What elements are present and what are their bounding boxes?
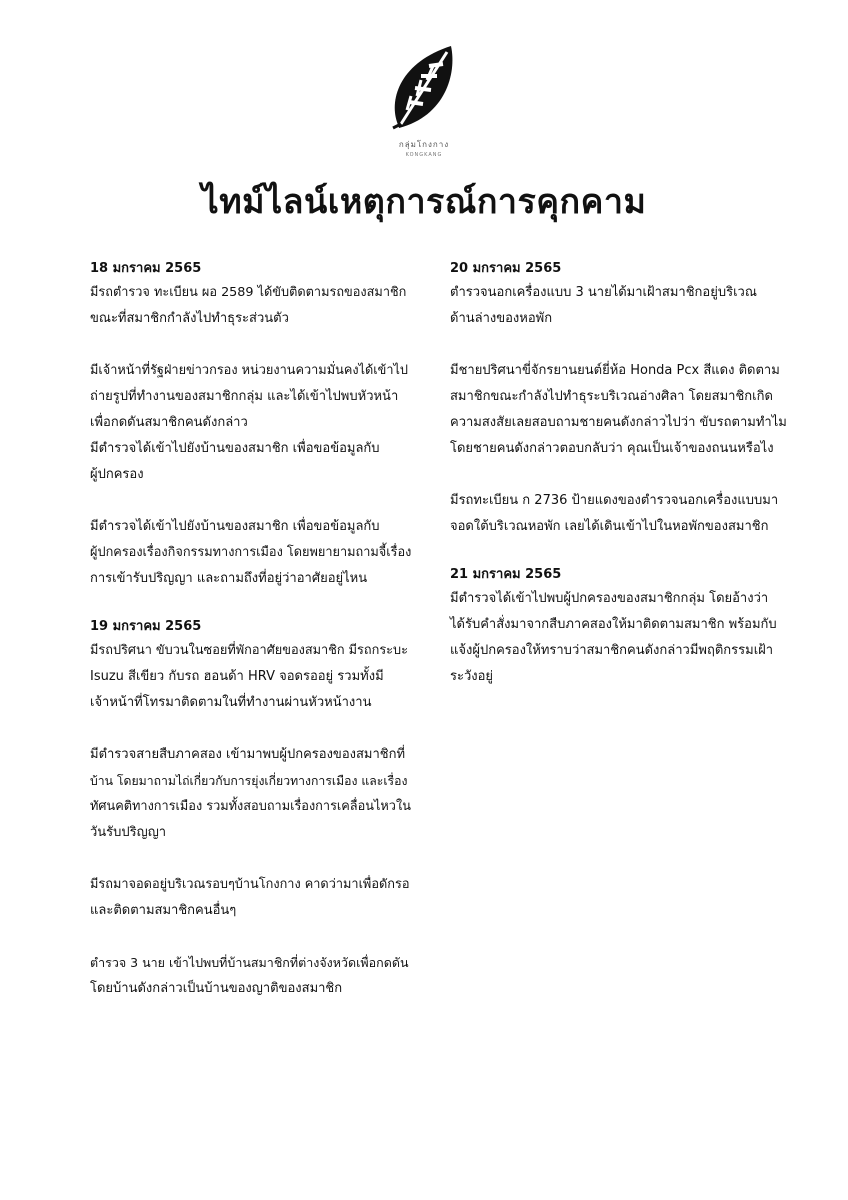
- timeline-entry: [90, 514, 410, 592]
- entry-line: ได้รับคำสั่งมาจากสืบภาคสองให้มาติดตามสมาชิก พร้อมกับ: [450, 617, 777, 632]
- timeline-date: 18 มกราคม 2565: [90, 261, 202, 276]
- entry-line: และติดตามสมาชิกคนอื่นๆ: [90, 903, 237, 918]
- entry-line: จอดใต้บริเวณหอพัก เลยได้เดินเข้าไปในหอพักของสมาชิก: [450, 519, 769, 534]
- timeline-day: [90, 616, 410, 1002]
- entry-line: โดยบ้านดังกล่าวเป็นบ้านของญาติของสมาชิก: [90, 981, 343, 996]
- entry-line: ขณะที่สมาชิกกำลังไปทำธุระส่วนตัว: [90, 311, 289, 326]
- logo-subcaption: KONGKANG: [405, 152, 443, 158]
- entry-line: สมาชิกขณะกำลังไปทำธุระบริเวณอ่างศิลา โดยสมาชิกเกิด: [450, 389, 773, 404]
- timeline-entry: [90, 742, 410, 846]
- timeline-entry: [90, 280, 410, 332]
- entry-line: เจ้าหน้าที่โทรมาติดตามในที่ทำงานผ่านหัวหน้างาน: [90, 695, 372, 710]
- timeline-entry: [90, 872, 410, 924]
- timeline-entry: [450, 280, 790, 332]
- entry-line: ตำรวจ 3 นาย เข้าไปพบที่บ้านสมาชิกที่ต่างจังหวัดเพื่อกดดัน: [90, 955, 409, 970]
- entry-line: ตำรวจนอกเครื่องแบบ 3 นายได้มาเฝ้าสมาชิกอยู่บริเวณ: [450, 285, 757, 300]
- mangrove-leaf-logo-icon: [387, 40, 461, 136]
- timeline-date: 19 มกราคม 2565: [90, 619, 202, 634]
- entry-line: ผู้ปกครอง: [90, 467, 144, 482]
- entry-line: วันรับปริญญา: [90, 825, 167, 840]
- entry-line: ด้านล่างของหอพัก: [450, 311, 553, 326]
- entry-line: มีรถทะเบียน ก 2736 ป้ายแดงของตำรวจนอกเครื่องแบบมา: [450, 493, 779, 508]
- timeline-day: [450, 564, 790, 690]
- entry-line: มีตำรวจสายสืบภาคสอง เข้ามาพบผู้ปกครองของสมาชิกที่: [90, 747, 406, 762]
- right-column: [450, 258, 790, 690]
- entry-line: มีเจ้าหน้าที่รัฐฝ่ายข่าวกรอง หน่วยงานความมั่นคงได้เข้าไป: [90, 363, 409, 378]
- entry-line: มีรถตำรวจ ทะเบียน ผอ 2589 ได้ขับติดตามรถของสมาชิก: [90, 285, 407, 300]
- timeline-entry: [450, 488, 790, 540]
- entry-line: เพื่อกดดันสมาชิกคนดังกล่าว: [90, 415, 248, 430]
- entry-line: โดยชายคนดังกล่าวตอบกลับว่า คุณเป็นเจ้าของถนนหรือไง: [450, 441, 774, 456]
- timeline-entry: [450, 586, 790, 690]
- page-title: ไทม์ไลน์เหตุการณ์การคุกคาม: [201, 182, 647, 222]
- entry-line: ถ่ายรูปที่ทำงานของสมาชิกกลุ่ม และได้เข้าไปพบหัวหน้า: [90, 389, 399, 404]
- entry-line: มีรถปริศนา ขับวนในซอยที่พักอาศัยของสมาชิก มีรถกระบะ: [90, 643, 408, 658]
- group-logo: [376, 40, 472, 160]
- entry-line: มีชายปริศนาขี่จักรยานยนต์ยี่ห้อ Honda Pcx สีแดง ติดตาม: [450, 363, 780, 378]
- timeline-entry: [450, 358, 790, 462]
- entry-line: แจ้งผู้ปกครองให้ทราบว่าสมาชิกคนดังกล่าวมีพฤติกรรมเฝ้า: [450, 643, 774, 658]
- entry-line: มีตำรวจได้เข้าไปยังบ้านของสมาชิก เพื่อขอข้อมูลกับ: [90, 441, 380, 456]
- left-column: [90, 258, 410, 1002]
- timeline-entry: [90, 358, 410, 488]
- entry-line: ผู้ปกครองเรื่องกิจกรรมทางการเมือง โดยพยายามถามจี้เรื่อง: [90, 545, 412, 560]
- timeline-entry: [90, 950, 410, 1002]
- timeline-day: [450, 258, 790, 540]
- timeline-date: 20 มกราคม 2565: [450, 261, 562, 276]
- logo-caption: กลุ่มโกงกาง: [398, 140, 450, 149]
- entry-line: ทัศนคติทางการเมือง รวมทั้งสอบถามเรื่องการเคลื่อนไหวใน: [90, 799, 411, 814]
- timeline-day: [90, 258, 410, 592]
- timeline-date: 21 มกราคม 2565: [450, 567, 562, 582]
- entry-line: Isuzu สีเขียว กับรถ ฮอนด้า HRV จอดรออยู่ รวมทั้งมี: [90, 669, 384, 684]
- entry-line: มีตำรวจได้เข้าไปยังบ้านของสมาชิก เพื่อขอข้อมูลกับ: [90, 519, 380, 534]
- entry-line: มีรถมาจอดอยู่บริเวณรอบๆบ้านโกงกาง คาดว่ามาเพื่อดักรอ: [90, 877, 410, 892]
- entry-line: ระวังอยู่: [450, 669, 494, 684]
- timeline-entry: [90, 638, 410, 716]
- entry-line: บ้าน โดยมาถามไถ่เกี่ยวกับการยุ่งเกี่ยวทางการเมือง และเรื่อง: [90, 774, 408, 788]
- entry-line: ความสงสัยเลยสอบถามชายคนดังกล่าวไปว่า ขับรถตามทำไม: [450, 415, 787, 430]
- entry-line: การเข้ารับปริญญา และถามถึงที่อยู่ว่าอาศัยอยู่ไหน: [90, 571, 368, 586]
- entry-line: มีตำรวจได้เข้าไปพบผู้ปกครองของสมาชิกกลุ่ม โดยอ้างว่า: [450, 591, 769, 606]
